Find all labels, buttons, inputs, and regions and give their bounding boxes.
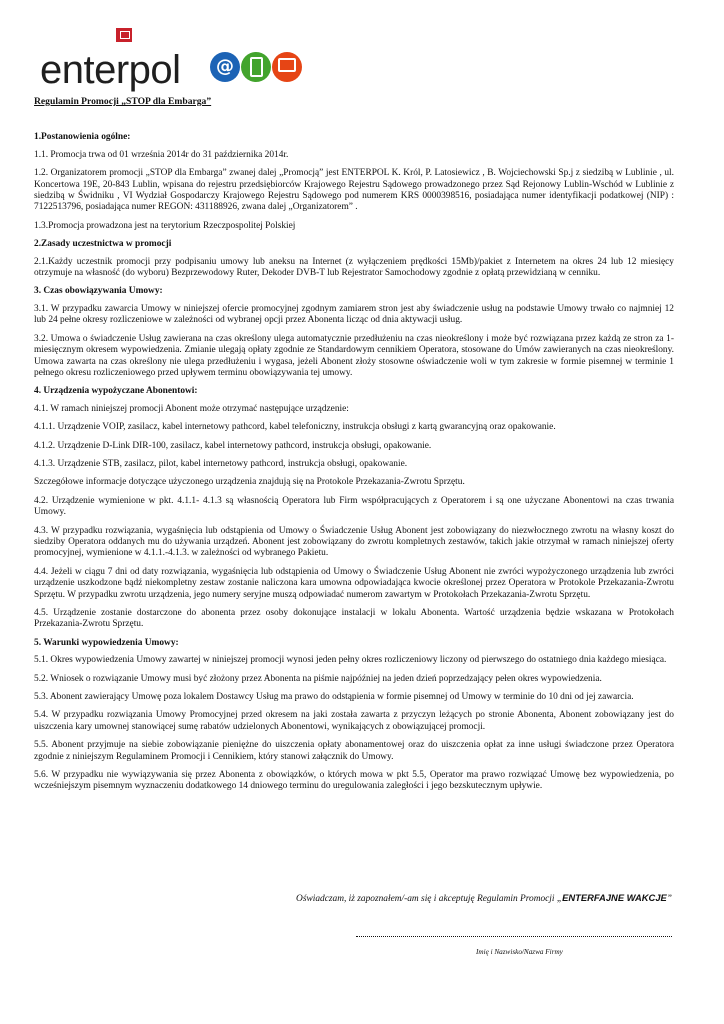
section-heading-4: 4. Urządzenia wypożyczane Abonentowi: — [34, 386, 198, 397]
declaration-text: Oświadczam, iż zapoznałem/-am się i akceptuję Regulamin Promocji „ — [296, 894, 563, 904]
paragraph-5-2: 5.2. Wniosek o rozwiązanie Umowy musi być złożony przez Abonenta na piśmie najpóźniej na jeden dzień poprzedzający pełen okres wypowiedzenia. — [34, 673, 602, 684]
document-body — [34, 96, 674, 800]
document-title: Regulamin Promocji „STOP dla Embarga” — [34, 96, 212, 107]
declaration-close-quote: ” — [666, 894, 672, 904]
paragraph-4-info: Szczegółowe informacje dotyczące użyczonego urządzenia znajdują się na Protokole Przekazania-Zwrotu Sprzętu. — [34, 477, 465, 488]
acceptance-declaration — [296, 892, 672, 904]
paragraph-1-3: 1.3.Promocja prowadzona jest na terytorium Rzeczpospolitej Polskiej — [34, 220, 296, 231]
section-heading-2: 2.Zasady uczestnictwa w promocji — [34, 239, 172, 250]
logo-mark-icon — [116, 28, 132, 42]
section-heading-3: 3. Czas obowiązywania Umowy: — [34, 286, 163, 297]
promo-name: ENTERFAJNE WAKCJE — [562, 892, 667, 903]
enterpol-logo — [40, 28, 310, 94]
section-heading-5: 5. Warunki wypowiedzenia Umowy: — [34, 637, 179, 648]
paragraph-2-1: 2.1.Każdy uczestnik promocji przy podpisaniu umowy lub aneksu na Internet (z wyłączeniem prędkości 15Mb)/pakiet z Internetem na okres 24 lub 12 miesięcy otrzymuje na własność (do wyboru) Bezprzewodowy Ruter, Dekoder DVB-T lub Rejestrator Samochodowy zgodnie z opłatą przewidzianą w cenniku. — [34, 256, 674, 279]
phone-icon — [241, 52, 271, 82]
paragraph-3-2: 3.2. Umowa o świadczenie Usług zawierana na czas określony ulega automatycznie przedłużeniu na czas nieokreślony i może być rozwiązana przez każdą ze stron za 1-miesięcznym okresem wypowiedzenia. Zmianie ulegają opłaty zgodnie ze Standardowym cennikiem Operatora, stosowane do Umów zawieranych na czas nieokreślony. Umowa zawarta na czas określony nie ulega przedłużeniu i wygasa, jeżeli Abonent złoży stosowne oświadczenie woli w tym zakresie w formie pisemnej w terminie 1 pełnego okresu rozliczeniowego przed upływem terminu obowiązywania tej umowy. — [34, 333, 674, 378]
paragraph-5-5: 5.5. Abonent przyjmuje na siebie zobowiązanie pieniężne do uiszczenia opłaty abonamentowej oraz do uiszczenia opłat za inne usługi świadczone przez Operatora zgodnie z niniejszym Regulaminem Promocji i Cennikiem, który stanowi załącznik do Umowy. — [34, 740, 674, 762]
paragraph-4-4: 4.4. Jeżeli w ciągu 7 dni od daty rozwiązania, wygaśnięcia lub odstąpienia od Umowy o Świadczenie Usług Abonent nie zwróci wypożyczonego urządzenia lub zwróci urządzenie uszkodzone bądź niekompletny zestaw zostanie naliczona kara umowna odpowiadająca kwocie określonej przez Operatora w Protokole Przekazania-Zwrotu Sprzętu. W przypadku zwrotu urządzenia, jego numery seryjne muszą odpowiadać numerom zawartym w Protokołach Przekazania-Zwrotu Sprzętu. — [34, 566, 674, 600]
paragraph-5-6: 5.6. W przypadku nie wywiązywania się przez Abonenta z obowiązków, o których mowa w pkt 5.5, Operator ma prawo rozwiązać Umowę bez wypowiedzenia, po wcześniejszym pisemnym wyznaczeniu dodatkowego 14 dniowego terminu do uregulowania zaległości i jego bezskutecznym upływie. — [34, 770, 674, 792]
logo-wordmark: enterpol — [40, 48, 181, 92]
paragraph-5-4: 5.4. W przypadku rozwiązania Umowy Promocyjnej przed okresem na jaki została zawarta z przyczyn leżących po stronie Abonenta, Abonent zobowiązany jest do uiszczenia kary umownej stanowiącej sumę rabatów udzielonych Abonentowi, wynikających z obowiązującej promocji. — [34, 710, 674, 732]
paragraph-4-1-1: 4.1.1. Urządzenie VOIP, zasilacz, kabel internetowy pathcord, kabel telefoniczny, instrukcja obsługi z kartą gwarancyjną oraz opakowanie. — [34, 422, 556, 433]
paragraph-3-1: 3.1. W przypadku zawarcia Umowy w niniejszej ofercie promocyjnej zgodnym zamiarem stron jest aby świadczenie usług na podstawie Umowy trwało co najmniej 12 lub 24 pełne okresy rozliczeniowe w zależności od wybranej opcji przez Abonenta licząc od dnia aktywacji usług. — [34, 303, 674, 326]
paragraph-1-1: 1.1. Promocja trwa od 01 września 2014r do 31 października 2014r. — [34, 149, 289, 160]
signature-label: Imię i Nazwisko/Nazwa Firmy — [476, 948, 563, 956]
paragraph-4-2: 4.2. Urządzenie wymienione w pkt. 4.1.1- 4.1.3 są własnością Operatora lub Firm współpracujących z Operatorem i są one użyczane Abonentowi na czas trwania Umowy. — [34, 495, 674, 518]
paragraph-4-3: 4.3. W przypadku rozwiązania, wygaśnięcia lub odstąpienia od Umowy o Świadczenie Usług Abonent jest zobowiązany do niezwłocznego zwrotu na własny koszt do siedziby Operatora oddanych mu do używania urządzeń. Abonent jest zobowiązany do zwrotu kompletnych zestawów, takich jakie otrzymał w ramach niniejszej oferty promocyjnej, wymienione w 4.1.1.-4.1.3. w zależności od wybranego Pakietu. — [34, 525, 674, 559]
tv-icon — [272, 52, 302, 82]
paragraph-4-5: 4.5. Urządzenie zostanie dostarczone do abonenta przez osoby dokonujące instalacji w lokalu Abonenta. Wartość urządzenia będzie wskazana w Protokołach Przekazania-Zwrotu Sprzętu. — [34, 608, 674, 630]
paragraph-4-1: 4.1. W ramach niniejszej promocji Abonent może otrzymać następujące urządzenie: — [34, 403, 349, 414]
paragraph-5-1: 5.1. Okres wypowiedzenia Umowy zawartej w niniejszej promocji wynosi jeden pełny okres rozliczeniowy liczony od pierwszego do ostatniego dnia każdego miesiąca. — [34, 655, 667, 666]
section-heading-1: 1.Postanowienia ogólne: — [34, 132, 131, 143]
signature-line — [356, 928, 672, 937]
paragraph-1-2: 1.2. Organizatorem promocji „STOP dla Embarga” zwanej dalej „Promocją” jest ENTERPOL K. Król, P. Latosiewicz , B. Wojciechowski Sp.j z siedzibą w Lublinie , ul. Koncertowa 19E, 20-843 Lublin, wpisana do rejestru przedsiębiorców Krajowego Rejestru Sądowego prowadzonego przez Sąd Rejonowy Lublin-Wschód w Lublinie z siedzibą w Świdniku , VI Wydział Gospodarczy Krajowego Rejestru Sądowego pod numerem KRS 0000398516, posiadająca numer identyfikacji podatkowej (NIP) : 7122513796, posiadająca numer REGON: 431188926, zwana dalej „Organizatorem” . — [34, 168, 674, 213]
paragraph-5-3: 5.3. Abonent zawierający Umowę poza lokalem Dostawcy Usług ma prawo do odstąpienia w formie pisemnej od Umowy w terminie do 10 dni od jej zawarcia. — [34, 692, 634, 703]
paragraph-4-1-2: 4.1.2. Urządzenie D-Link DIR-100, zasilacz, kabel internetowy pathcord, instrukcja obsługi, opakowanie. — [34, 440, 432, 451]
paragraph-4-1-3: 4.1.3. Urządzenie STB, zasilacz, pilot, kabel internetowy pathcord, instrukcja obsługi, opakowanie. — [34, 458, 408, 469]
email-at-icon: @ — [210, 52, 240, 82]
